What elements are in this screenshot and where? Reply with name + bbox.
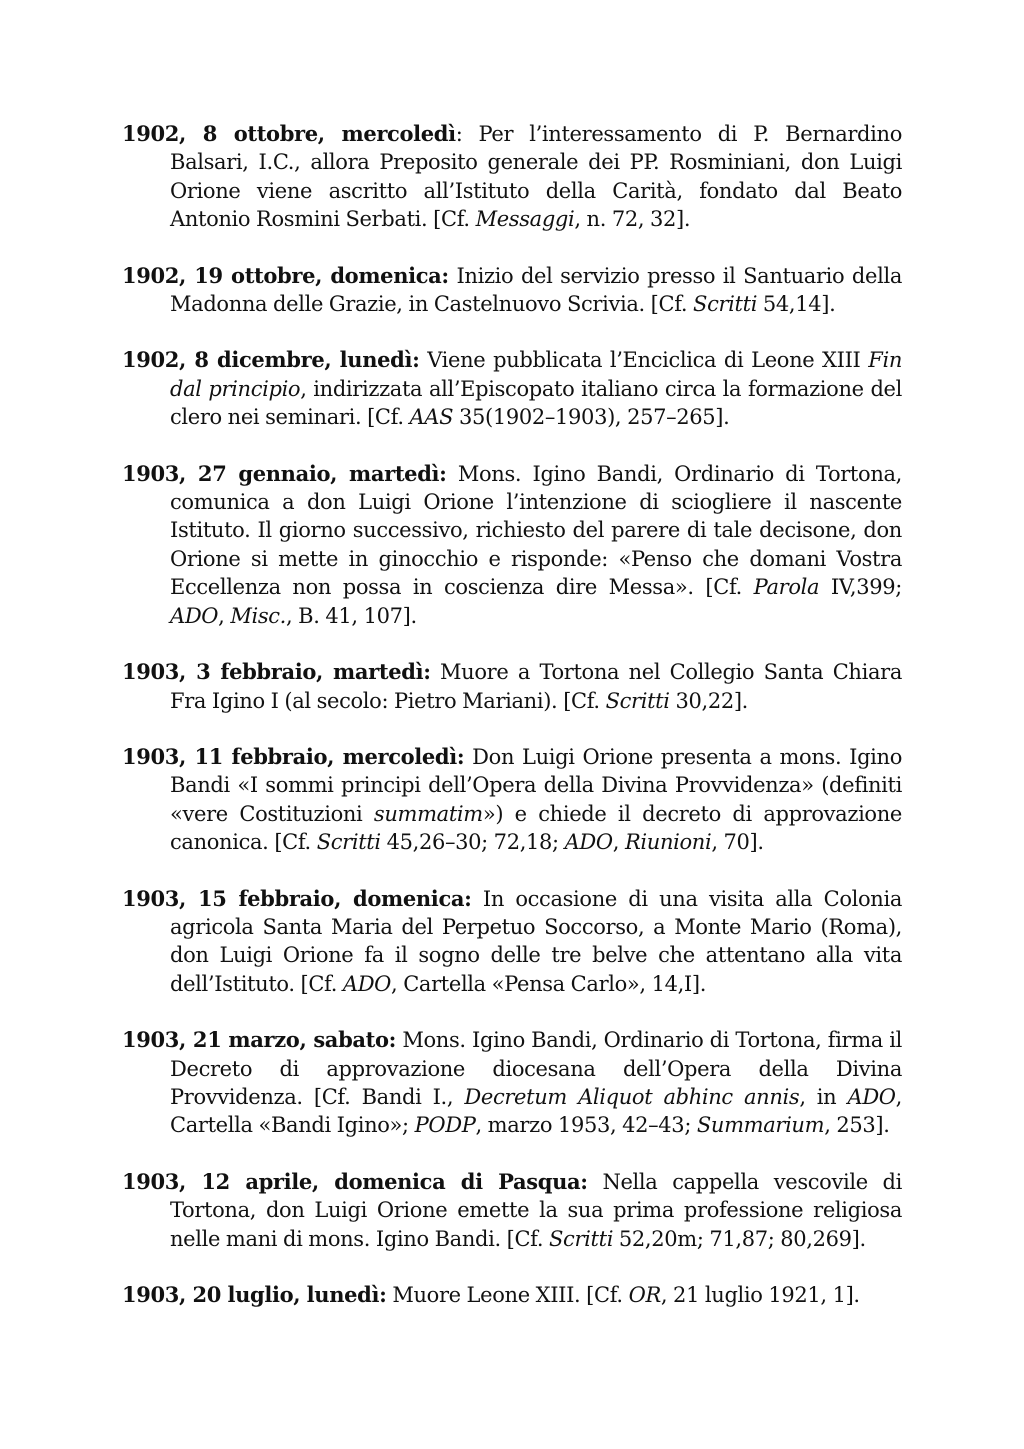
entry-citation-title: ADO xyxy=(564,830,613,855)
entry-date: 1903, 20 luglio, lunedì: xyxy=(122,1282,387,1307)
chronology-entry xyxy=(122,460,902,630)
chronology-entry xyxy=(122,1281,902,1309)
chronology-entry xyxy=(122,120,902,234)
entry-text: Muore Leone XIII. [Cf. xyxy=(386,1283,629,1307)
entry-text: , Cartella «Bandi Igino»; xyxy=(170,1084,902,1138)
entry-citation-title: Scritti xyxy=(605,688,670,713)
entry-citation-title: Fin dal principio xyxy=(170,348,902,401)
entry-date: 1903, 15 febbraio, domenica: xyxy=(122,885,472,911)
entry-citation-title: Scritti xyxy=(549,1226,614,1251)
entry-citation-title: Messaggi xyxy=(475,207,575,232)
chronology-entry xyxy=(122,262,902,319)
entry-date: 1902, 19 ottobre, domenica: xyxy=(122,262,449,288)
entry-date: 1903, 21 marzo, sabato: xyxy=(122,1027,397,1053)
chronology-entry xyxy=(122,1168,902,1253)
chronology-entry xyxy=(122,743,902,857)
chronology-entry xyxy=(122,885,902,999)
entry-citation-title: Scritti xyxy=(693,292,758,317)
entry-text: Nella cappella vescovile di Tortona, don Luigi Orione emette la sua prima professione religiosa nelle mani di mons. Igino Bandi. [Cf. xyxy=(170,1169,902,1251)
entry-citation-title: Parola xyxy=(753,575,820,600)
chronology-entry xyxy=(122,658,902,715)
entry-text: , marzo 1953, 42–43; xyxy=(475,1113,697,1138)
entry-text: , indirizzata all’Episcopato italiano circa la formazione del clero nei seminari. [Cf. xyxy=(170,376,902,430)
entry-text: Mons. Igino Bandi, Ordinario di Tortona, firma il Decreto di approvazione diocesana dell’Opera della Divina Provvidenza. [Cf. Bandi I., xyxy=(170,1028,903,1109)
entry-text: 54,14]. xyxy=(757,292,836,317)
entry-citation-title: AAS xyxy=(409,405,454,430)
entry-date: 1903, 11 febbraio, mercoledì: xyxy=(122,743,465,769)
entry-citation-title: summatim xyxy=(373,801,483,826)
entry-citation-title: Misc. xyxy=(230,603,287,628)
entry-citation-title: ADO xyxy=(847,1084,896,1109)
entry-text: , 253]. xyxy=(824,1113,890,1138)
entry-text: , B. 41, 107]. xyxy=(286,603,417,628)
chronology-entry xyxy=(122,346,902,431)
entry-citation-title: OR xyxy=(628,1283,661,1307)
entry-text: 45,26–30; 72,18; xyxy=(380,830,565,855)
entry-citation-title: Riunioni xyxy=(624,830,712,855)
entry-text: 35(1902–1903), 257–265]. xyxy=(453,405,730,430)
entry-text: 30,22]. xyxy=(669,688,749,713)
entry-text: In occasione di una visita alla Colonia agricola Santa Maria del Perpetuo Soccorso, a Monte Mario (Roma), don Luigi Orione fa il sogno delle tre belve che attentano alla vita dell’Istituto. [Cf. xyxy=(170,886,903,996)
entry-text: , n. 72, 32]. xyxy=(574,207,691,232)
entry-citation-title: Summarium xyxy=(696,1113,825,1138)
chronology-entry xyxy=(122,1026,902,1140)
entry-date: 1902, 8 dicembre, lunedì: xyxy=(122,347,420,373)
entry-text: , xyxy=(218,603,231,628)
entry-text: , Cartella «Pensa Carlo», 14,I]. xyxy=(391,971,707,996)
entry-text: , in xyxy=(799,1084,848,1109)
entry-citation-title: ADO xyxy=(342,971,392,996)
entry-text: Muore a Tortona nel Collegio Santa Chiara Fra Igino I (al secolo: Pietro Mariani). [Cf. xyxy=(170,660,902,713)
entry-date: 1903, 12 aprile, domenica di Pasqua: xyxy=(122,1168,588,1194)
entry-date: 1902, 8 ottobre, mercoledì xyxy=(122,121,456,146)
entry-text: 52,20m; 71,87; 80,269]. xyxy=(613,1226,866,1251)
entry-text: ») e chiede il decreto di approvazione canonica. [Cf. xyxy=(170,801,902,855)
entry-text: Viene pubblicata l’Enciclica di Leone XIII xyxy=(419,348,869,373)
entry-text: , 70]. xyxy=(711,830,764,855)
entry-date: 1903, 3 febbraio, martedì: xyxy=(122,659,431,685)
entry-text: IV,399; xyxy=(819,575,903,600)
entry-text: : Per l’interessamento di P. Bernardino Balsari, I.C., allora Preposito generale dei PP. Rosminiani, don Luigi Orione viene ascritto all’Istituto della Carità, fondato dal Beato Antonio Rosmini Serbati. [Cf. xyxy=(170,122,902,232)
entry-citation-title: PODP xyxy=(414,1113,476,1138)
entry-citation-title: Decretum Aliquot abhinc annis xyxy=(464,1084,800,1109)
entry-text: Mons. Igino Bandi, Ordinario di Tortona, comunica a don Luigi Orione l’intenzione di sciogliere il nascente Istituto. Il giorno successivo, richiesto del parere di tale decisone, don Orione si mette in ginocchio e risponde: «Penso che domani Vostra Eccellenza non possa in coscienza dire Messa». [Cf. xyxy=(170,461,902,600)
entry-text: , xyxy=(612,830,625,855)
entry-text: , 21 luglio 1921, 1]. xyxy=(660,1283,860,1307)
chronology-list xyxy=(122,120,902,1337)
entry-date: 1903, 27 gennaio, martedì: xyxy=(122,460,447,486)
entry-text: Don Luigi Orione presenta a mons. Igino Bandi «I sommi principi dell’Opera della Divina Provvidenza» (definiti «vere Costituzioni xyxy=(170,744,903,826)
entry-citation-title: Scritti xyxy=(316,830,381,855)
entry-text: Inizio del servizio presso il Santuario della Madonna delle Grazie, in Castelnuovo Scrivia. [Cf. xyxy=(170,263,902,317)
entry-citation-title: ADO xyxy=(170,603,219,628)
